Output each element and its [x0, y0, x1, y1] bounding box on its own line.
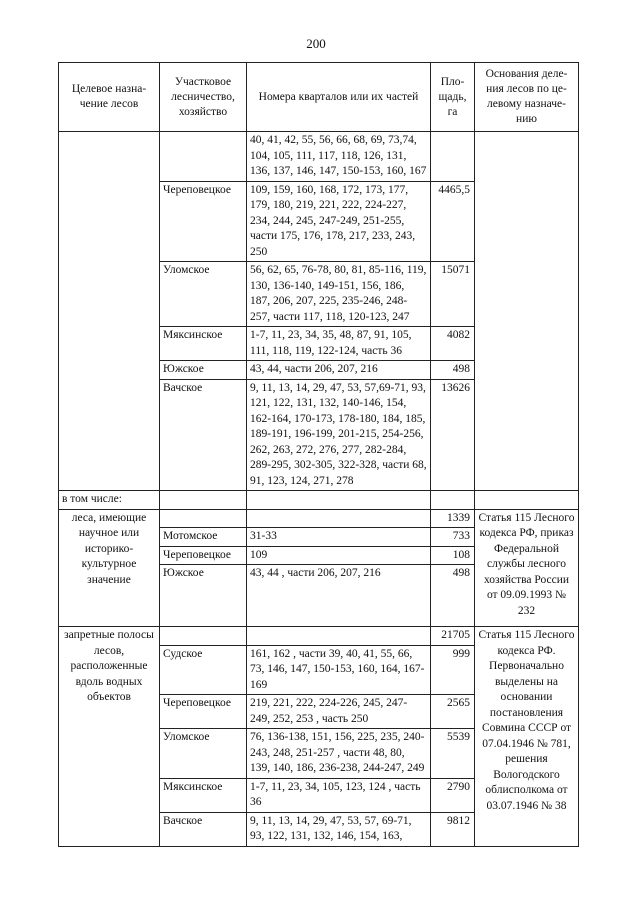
header-quarters: Номера кварталов или их частей — [247, 63, 431, 132]
table-row — [59, 132, 579, 182]
cell-quarters — [247, 491, 431, 510]
cell-district — [160, 132, 247, 182]
cell-area: 5539 — [431, 729, 475, 779]
cell-area: 498 — [431, 565, 475, 627]
cell-purpose: в том числе: — [59, 491, 160, 510]
cell-area — [431, 491, 475, 510]
cell-quarters: 9, 11, 13, 14, 29, 47, 53, 57,69-71, 93, 121, 122, 131, 132, 140-146, 154, 162-164, 170-173, 178-180, 184, 185, 189-191, 196-199, 201-215, 254-256, 262, 263, 272, 276, 277, 282-284, 289-295, 302-305, 322-328, части 68, 91, 123, 124, 271, 278 — [247, 379, 431, 491]
cell-quarters: 1-7, 11, 23, 34, 35, 48, 87, 91, 105, 111, 118, 119, 122-124, часть 36 — [247, 327, 431, 361]
cell-quarters: 219, 221, 222, 224-226, 245, 247-249, 252, 253 , часть 250 — [247, 695, 431, 729]
cell-quarters: 1-7, 11, 23, 34, 105, 123, 124 , часть 36 — [247, 778, 431, 812]
cell-basis — [475, 132, 579, 491]
header-basis: Основания деле-ния лесов по це-левому назначе-нию — [475, 63, 579, 132]
cell-district: Судское — [160, 645, 247, 695]
cell-purpose: запретные полосы лесов, расположенные вдоль водных объектов — [59, 627, 160, 847]
cell-district: Череповецкое — [160, 181, 247, 262]
cell-area: 4465,5 — [431, 181, 475, 262]
cell-area — [431, 132, 475, 182]
cell-quarters: 161, 162 , части 39, 40, 41, 55, 66, 73, 146, 147, 150-153, 160, 164, 167-169 — [247, 645, 431, 695]
cell-area: 21705 — [431, 627, 475, 646]
cell-quarters: 76, 136-138, 151, 156, 225, 235, 240-243, 248, 251-257 , части 48, 80, 139, 140, 186, 236-238, 244-247, 249 — [247, 729, 431, 779]
cell-quarters — [247, 509, 431, 528]
cell-basis — [475, 491, 579, 510]
cell-district — [160, 509, 247, 528]
cell-district: Мяксинское — [160, 327, 247, 361]
cell-district: Вачское — [160, 379, 247, 491]
cell-quarters: 109 — [247, 546, 431, 565]
cell-district — [160, 491, 247, 510]
cell-area: 733 — [431, 528, 475, 547]
cell-district — [160, 627, 247, 646]
cell-basis: Статья 115 Лесного кодекса РФ, приказ Федеральной службы лесного хозяйства России от 09.09.1993 № 232 — [475, 509, 579, 627]
cell-quarters: 56, 62, 65, 76-78, 80, 81, 85-116, 119, 130, 136-140, 149-151, 156, 186, 187, 206, 207, 225, 235-246, 248-257, части 117, 118, 120-123, 247 — [247, 262, 431, 327]
cell-district: Мяксинское — [160, 778, 247, 812]
cell-area: 2565 — [431, 695, 475, 729]
cell-quarters: 43, 44 , части 206, 207, 216 — [247, 565, 431, 627]
cell-district: Южское — [160, 361, 247, 380]
table-row — [59, 509, 579, 528]
cell-basis: Статья 115 Лесного кодекса РФ. Первоначально выделены на основании постановления Совмина СССР от 07.04.1946 № 781, решения Вологодского облисполкома от 03.07.1946 № 38 — [475, 627, 579, 847]
page-number: 200 — [306, 36, 326, 51]
cell-area: 1339 — [431, 509, 475, 528]
cell-purpose — [59, 132, 160, 491]
table-row — [59, 491, 579, 510]
header-district: Участковое лесничество, хозяйство — [160, 63, 247, 132]
cell-area: 2790 — [431, 778, 475, 812]
cell-area: 498 — [431, 361, 475, 380]
cell-purpose: леса, имеющие научное или историко-культурное значение — [59, 509, 160, 627]
cell-district: Уломское — [160, 262, 247, 327]
cell-quarters: 31-33 — [247, 528, 431, 547]
cell-area: 4082 — [431, 327, 475, 361]
cell-quarters: 40, 41, 42, 55, 56, 66, 68, 69, 73,74, 104, 105, 111, 117, 118, 126, 131, 136, 137, 146, 147, 150-153, 160, 167 — [247, 132, 431, 182]
cell-district: Мотомское — [160, 528, 247, 547]
header-purpose: Целевое назна-чение лесов — [59, 63, 160, 132]
cell-district: Южское — [160, 565, 247, 627]
cell-area: 15071 — [431, 262, 475, 327]
cell-quarters — [247, 627, 431, 646]
cell-district: Вачское — [160, 812, 247, 846]
cell-district: Череповецкое — [160, 546, 247, 565]
cell-district: Уломское — [160, 729, 247, 779]
cell-quarters: 9, 11, 13, 14, 29, 47, 53, 57, 69-71, 93, 122, 131, 132, 146, 154, 163, — [247, 812, 431, 846]
cell-area: 108 — [431, 546, 475, 565]
table-row — [59, 627, 579, 646]
header-area: Пло-щадь, га — [431, 63, 475, 132]
forest-purpose-table — [58, 62, 579, 847]
cell-district: Череповецкое — [160, 695, 247, 729]
cell-area: 13626 — [431, 379, 475, 491]
table-header-row — [59, 63, 579, 132]
cell-quarters: 109, 159, 160, 168, 172, 173, 177, 179, 180, 219, 221, 222, 224-227, 234, 244, 245, 247-249, 251-255, части 175, 176, 178, 217, 233, 243, 250 — [247, 181, 431, 262]
cell-area: 999 — [431, 645, 475, 695]
cell-quarters: 43, 44, части 206, 207, 216 — [247, 361, 431, 380]
cell-area: 9812 — [431, 812, 475, 846]
